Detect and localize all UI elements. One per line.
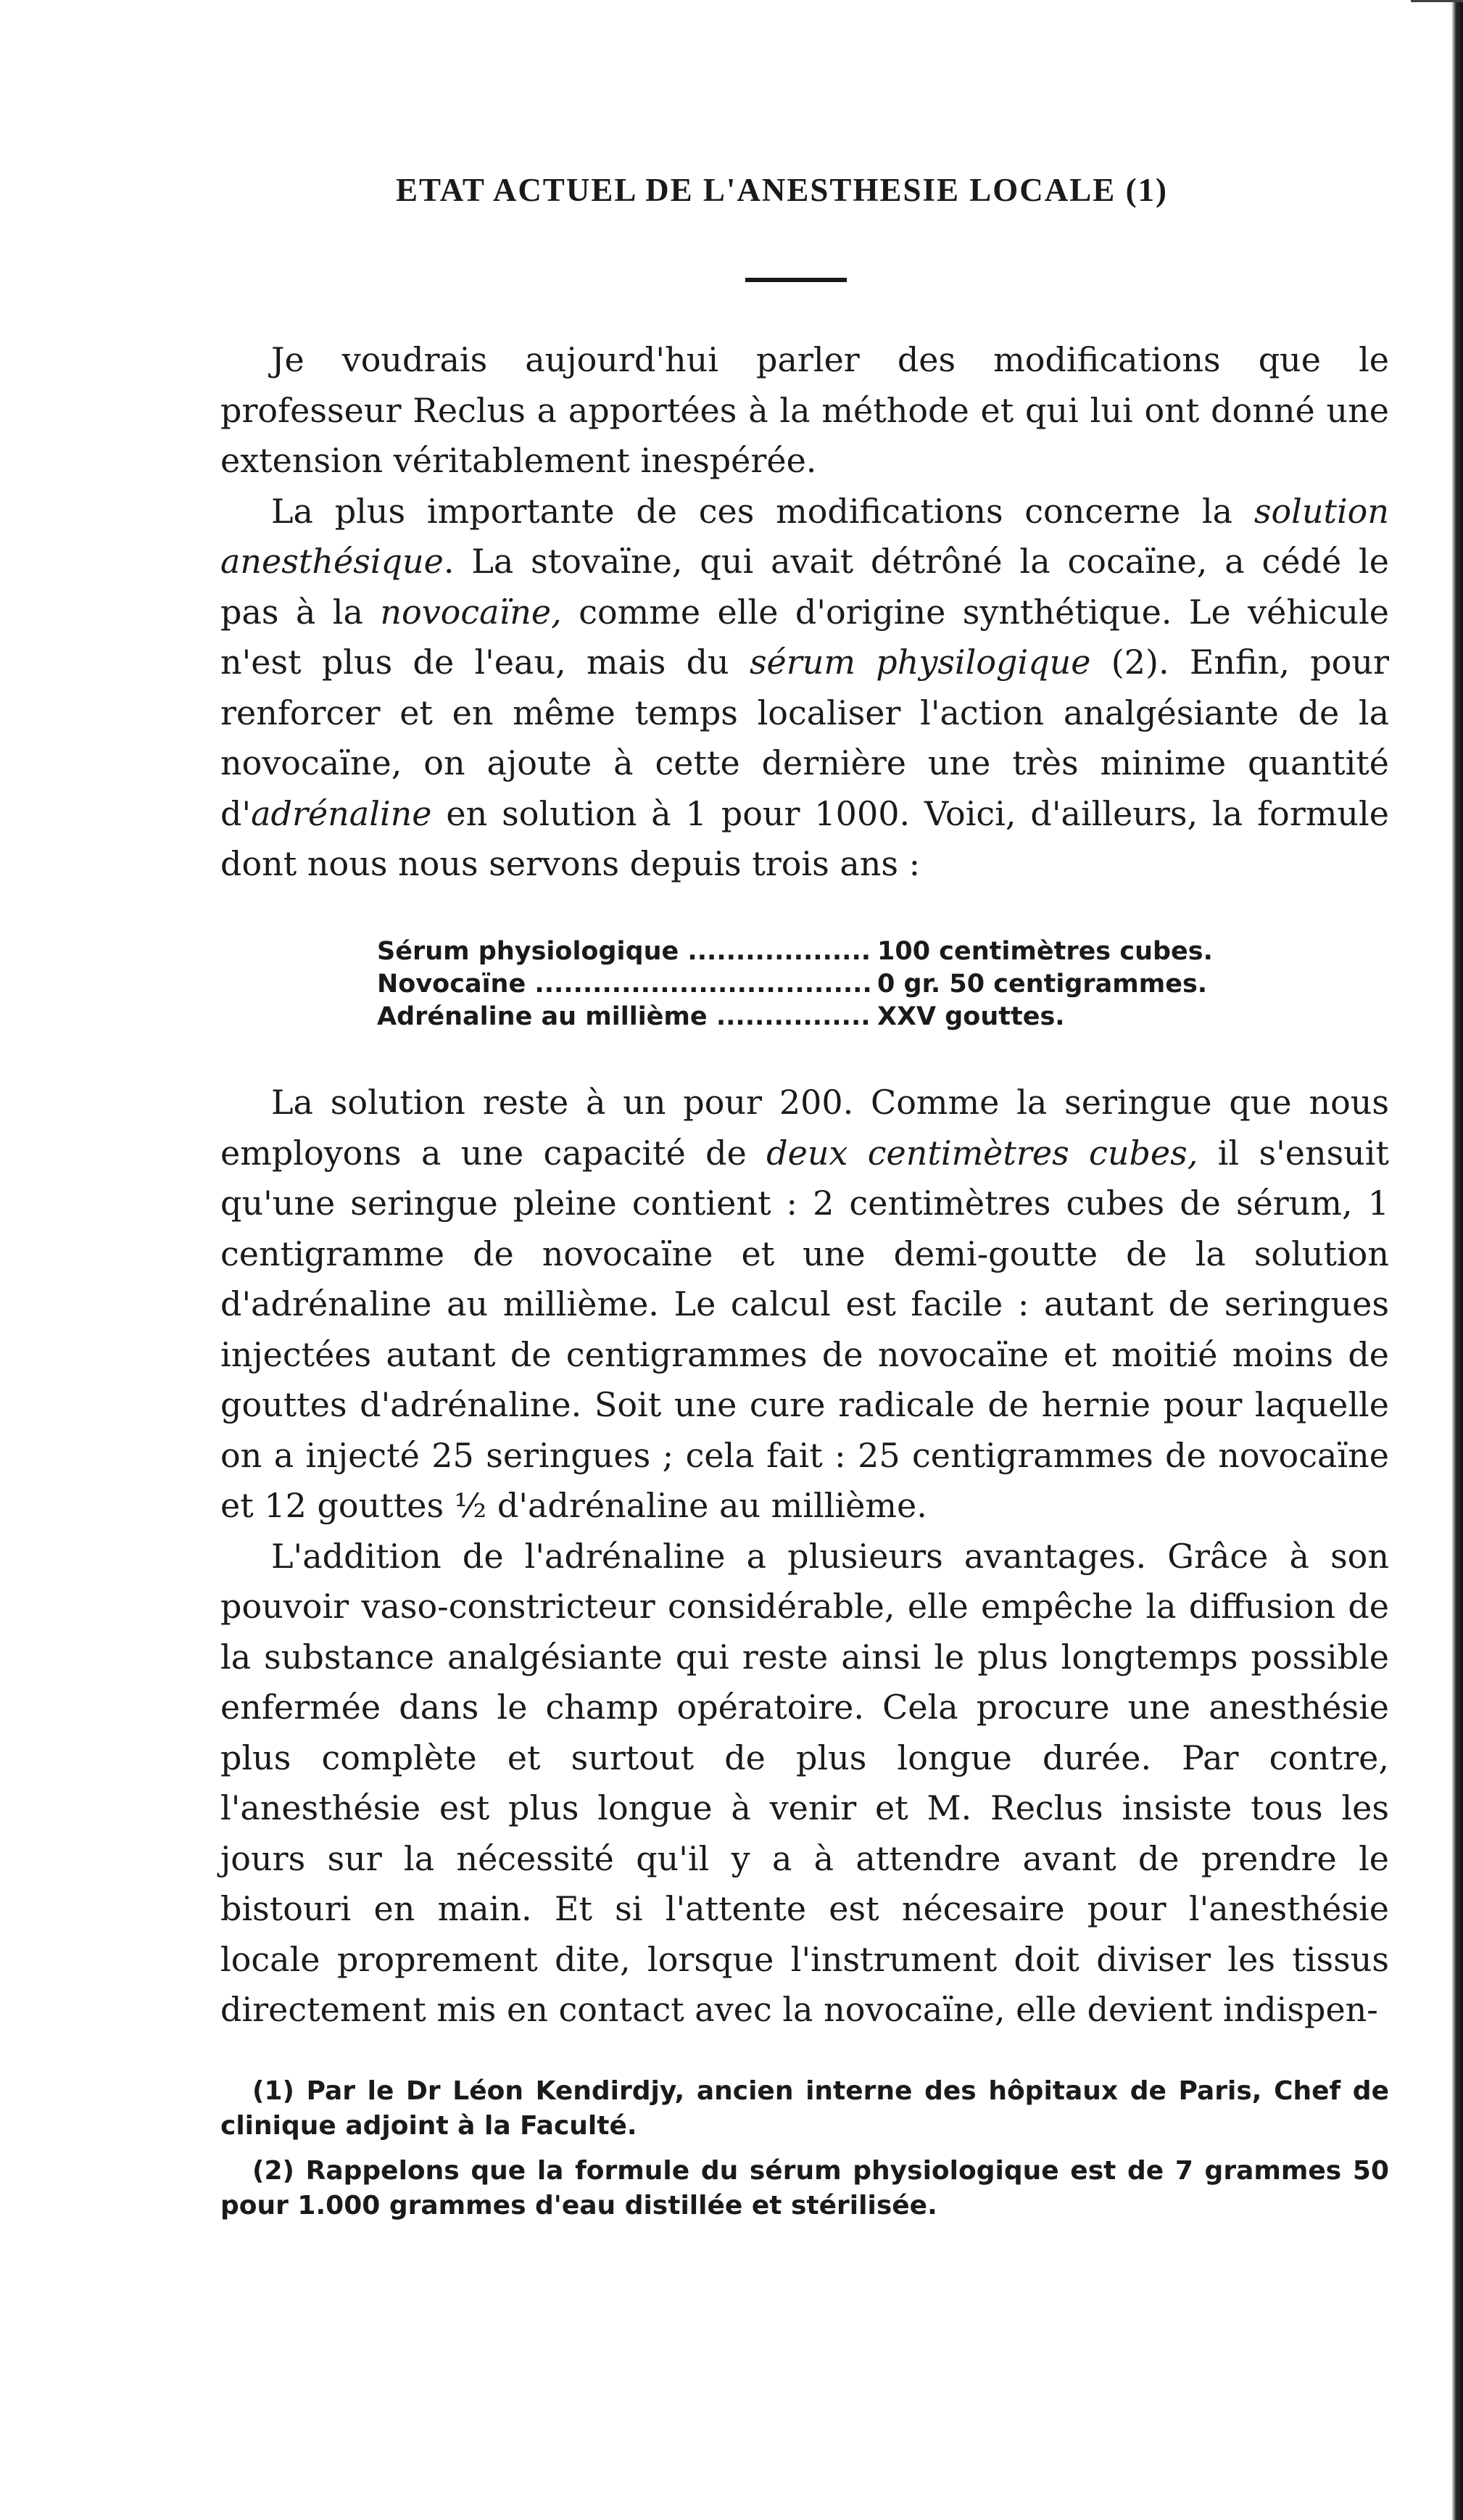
paragraph-2-italic: adrénaline bbox=[251, 793, 432, 833]
paragraph-3-italic: deux centimètres cubes, bbox=[766, 1133, 1198, 1173]
formula-value: XXV gouttes. bbox=[877, 1002, 1065, 1031]
paragraph-2-text: (2). Enfin, pour renforcer et en même temps localiser l'action analgésiante de la novocaïne, on ajoute à cette dernière une très minime quantité d' bbox=[220, 643, 1389, 833]
formula-table bbox=[377, 935, 1213, 1033]
formula-row bbox=[377, 968, 1213, 1001]
formula-row bbox=[377, 935, 1213, 968]
paragraph-4: L'addition de l'adrénaline a plusieurs avantages. Grâce à son pouvoir vaso-constricteur considérable, elle empêche la diffusion de la substance analgésiante qui reste ainsi le plus longtemps possible enfermée dans le champ opératoire. Cela procure une anesthésie plus complète et surtout de plus longue durée. Par contre, l'anesthésie est plus longue à venir et M. Reclus insiste tous les jours sur la nécessité qu'il y a à attendre avant de prendre le bistouri en main. Et si l'attente est nécesaire pour l'anesthésie locale proprement dite, lorsque l'instrument doit diviser les tissus directement mis en contact avec la novocaïne, elle devient indispen- bbox=[220, 1536, 1389, 2029]
page-corner-mark bbox=[1411, 0, 1463, 17]
footnote-2: (2) Rappelons que la formule du sérum physiologique est de 7 grammes 50 pour 1.000 grammes d'eau distillée et stérilisée. bbox=[220, 2156, 1389, 2221]
paragraph-1: Je voudrais aujourd'hui parler des modifications que le professeur Reclus a apportées à la méthode et qui lui ont donné une extension véritablement inespérée. bbox=[220, 340, 1389, 480]
footnotes bbox=[220, 2074, 1389, 2234]
paragraph-2-text: . La stovaïne, qui avait détrôné la cocaïne, a cédé le pas à la bbox=[220, 542, 1389, 632]
paragraph-3-text: il s'ensuit qu'une seringue pleine contient : 2 centimètres cubes de sérum, 1 centigramme de novocaïne et une demi-goutte de la solution d'adrénaline au millième. Le calcul est facile : autant de seringues injectées autant de centigrammes de novocaïne et moitié moins de gouttes d'adrénaline. Soit une cure radicale de hernie pour laquelle on a injecté 25 seringues ; cela fait : 25 centigrammes de novocaïne et 12 gouttes ½ d'adrénaline au millième. bbox=[220, 1133, 1390, 1525]
formula-value: 0 gr. 50 centigrammes. bbox=[877, 970, 1208, 999]
paragraph-3-text: La solution reste à un pour 200. Comme la seringue que nous employons a une capacité de bbox=[220, 1083, 1389, 1173]
paragraph-2-italic: novocaïne, bbox=[380, 592, 562, 632]
formula-label: Sérum physiologique ..... bbox=[377, 935, 870, 968]
body-text-top bbox=[220, 335, 1389, 890]
paragraph-2-text: en solution à 1 pour 1000. Voici, d'ailleurs, la formule dont nous nous servons depuis trois ans : bbox=[220, 793, 1389, 883]
formula-label: Novocaïne ..... bbox=[377, 968, 870, 1001]
paragraph-2 bbox=[220, 487, 1389, 890]
page-title: ETAT ACTUEL DE L'ANESTHESIE LOCALE (1) bbox=[396, 172, 1169, 208]
formula-label: Adrénaline au millième ..... bbox=[377, 1001, 870, 1033]
body-text-bottom bbox=[220, 1078, 1389, 2036]
paragraph-3 bbox=[220, 1078, 1389, 1532]
paragraph-2-text: La plus importante de ces modifications concerne la bbox=[271, 491, 1254, 531]
footnote-1: (1) Par le Dr Léon Kendirdjy, ancien interne des hôpitaux de Paris, Chef de clinique adjoint à la Faculté. bbox=[220, 2076, 1389, 2141]
paragraph-2-italic: sérum physilogique bbox=[749, 643, 1091, 682]
page-edge-shadow bbox=[1451, 0, 1463, 2520]
title-divider bbox=[745, 278, 847, 282]
paragraph-2-italic: solution anesthésique bbox=[220, 491, 1389, 581]
formula-value: 100 centimètres cubes. bbox=[877, 937, 1213, 966]
paragraph-2-text: comme elle d'origine synthétique. Le véhicule n'est plus de l'eau, mais du bbox=[220, 592, 1389, 682]
formula-row bbox=[377, 1001, 1213, 1033]
